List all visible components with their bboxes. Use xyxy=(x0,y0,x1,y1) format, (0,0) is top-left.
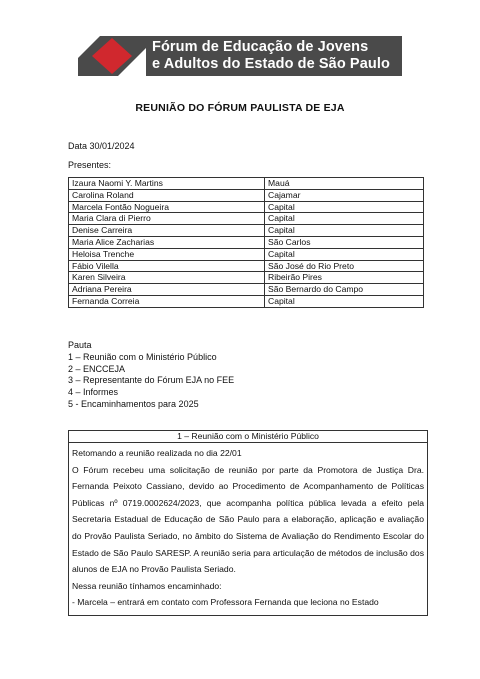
attendee-name: Adriana Pereira xyxy=(69,284,265,296)
attendee-row xyxy=(69,295,424,307)
attendee-city: Capital xyxy=(265,213,424,225)
document-title: REUNIÃO DO FÓRUM PAULISTA DE EJA xyxy=(135,102,345,114)
attendee-city: Ribeirão Pires xyxy=(265,272,424,284)
agenda-item: 3 – Representante do Fórum EJA no FEE xyxy=(68,375,235,386)
attendee-city: Capital xyxy=(265,248,424,260)
agenda xyxy=(68,340,234,411)
attendee-name: Fernanda Correia xyxy=(69,295,265,307)
attendee-city: Cajamar xyxy=(265,189,424,201)
forum-logo-icon xyxy=(78,36,146,76)
forum-name-line1: Fórum de Educação de Jovens xyxy=(152,39,369,55)
attendee-row xyxy=(69,284,424,296)
attendee-city: São Bernardo do Campo xyxy=(265,284,424,296)
attendee-city: Mauá xyxy=(265,178,424,190)
agenda-label: Pauta xyxy=(68,340,92,350)
attendees-table xyxy=(68,177,424,308)
attendee-row xyxy=(69,201,424,213)
forum-name xyxy=(146,39,390,73)
attendee-city: Capital xyxy=(265,201,424,213)
agenda-item: 4 – Informes xyxy=(68,387,119,398)
attendee-row xyxy=(69,213,424,225)
section-line: Retomando a reunião realizada no dia 22/01 xyxy=(72,448,242,458)
agenda-item: 5 - Encaminhamentos para 2025 xyxy=(68,398,199,409)
section-ministerio-publico xyxy=(68,430,428,616)
section-heading: 1 – Reunião com o Ministério Público xyxy=(69,431,427,443)
attendee-name: Marcela Fontão Nogueira xyxy=(69,201,265,213)
attendee-row xyxy=(69,189,424,201)
attendee-row xyxy=(69,225,424,237)
forum-name-line2: e Adultos do Estado de São Paulo xyxy=(152,56,390,72)
attendee-name: Denise Carreira xyxy=(69,225,265,237)
attendee-name: Carolina Roland xyxy=(69,189,265,201)
forum-banner xyxy=(78,36,402,76)
attendee-row xyxy=(69,248,424,260)
attendee-name: Izaura Naomi Y. Martins xyxy=(69,178,265,190)
present-label: Presentes: xyxy=(68,160,112,170)
attendee-city: São José do Rio Preto xyxy=(265,260,424,272)
agenda-item: 1 – Reunião com o Ministério Público xyxy=(68,351,217,362)
section-paragraph: O Fórum recebeu uma solicitação de reunião por parte da Promotora de Justiça Dra. Fernanda Peixoto Cassiano, devido ao Procedimento de Acompanhamento de Políticas Públicas nº 0719.0002624/2023, que acompanha política pública levada a efeito pela Secretaria Estadual de Educação de São Paulo para a elaboração, aplicação e avaliação do Provão Paulista Seriado, no âmbito do Sistema de Avaliação do Rendimento Escolar do Estado de São Paulo SARESP. A reunião seria para articulação de métodos de inclusão dos alunos de EJA no Provão Paulista Seriado. xyxy=(72,464,424,575)
attendee-city: Capital xyxy=(265,225,424,237)
attendee-city: Capital xyxy=(265,295,424,307)
attendee-name: Fábio Vilella xyxy=(69,260,265,272)
attendee-name: Karen Silveira xyxy=(69,272,265,284)
attendee-city: São Carlos xyxy=(265,236,424,248)
attendee-row xyxy=(69,260,424,272)
section-line: Nessa reunião tínhamos encaminhado: xyxy=(72,580,222,591)
attendee-name: Heloisa Trenche xyxy=(69,248,265,260)
attendee-name: Maria Alice Zacharias xyxy=(69,236,265,248)
section-body xyxy=(69,443,427,615)
agenda-item: 2 – ENCCEJA xyxy=(68,363,126,374)
meeting-date: Data 30/01/2024 xyxy=(68,141,135,151)
attendee-row xyxy=(69,272,424,284)
attendee-row xyxy=(69,236,424,248)
section-line: - Marcela – entrará em contato com Professora Fernanda que leciona no Estado xyxy=(72,597,379,608)
attendee-row xyxy=(69,178,424,190)
attendee-name: Maria Clara di Pierro xyxy=(69,213,265,225)
